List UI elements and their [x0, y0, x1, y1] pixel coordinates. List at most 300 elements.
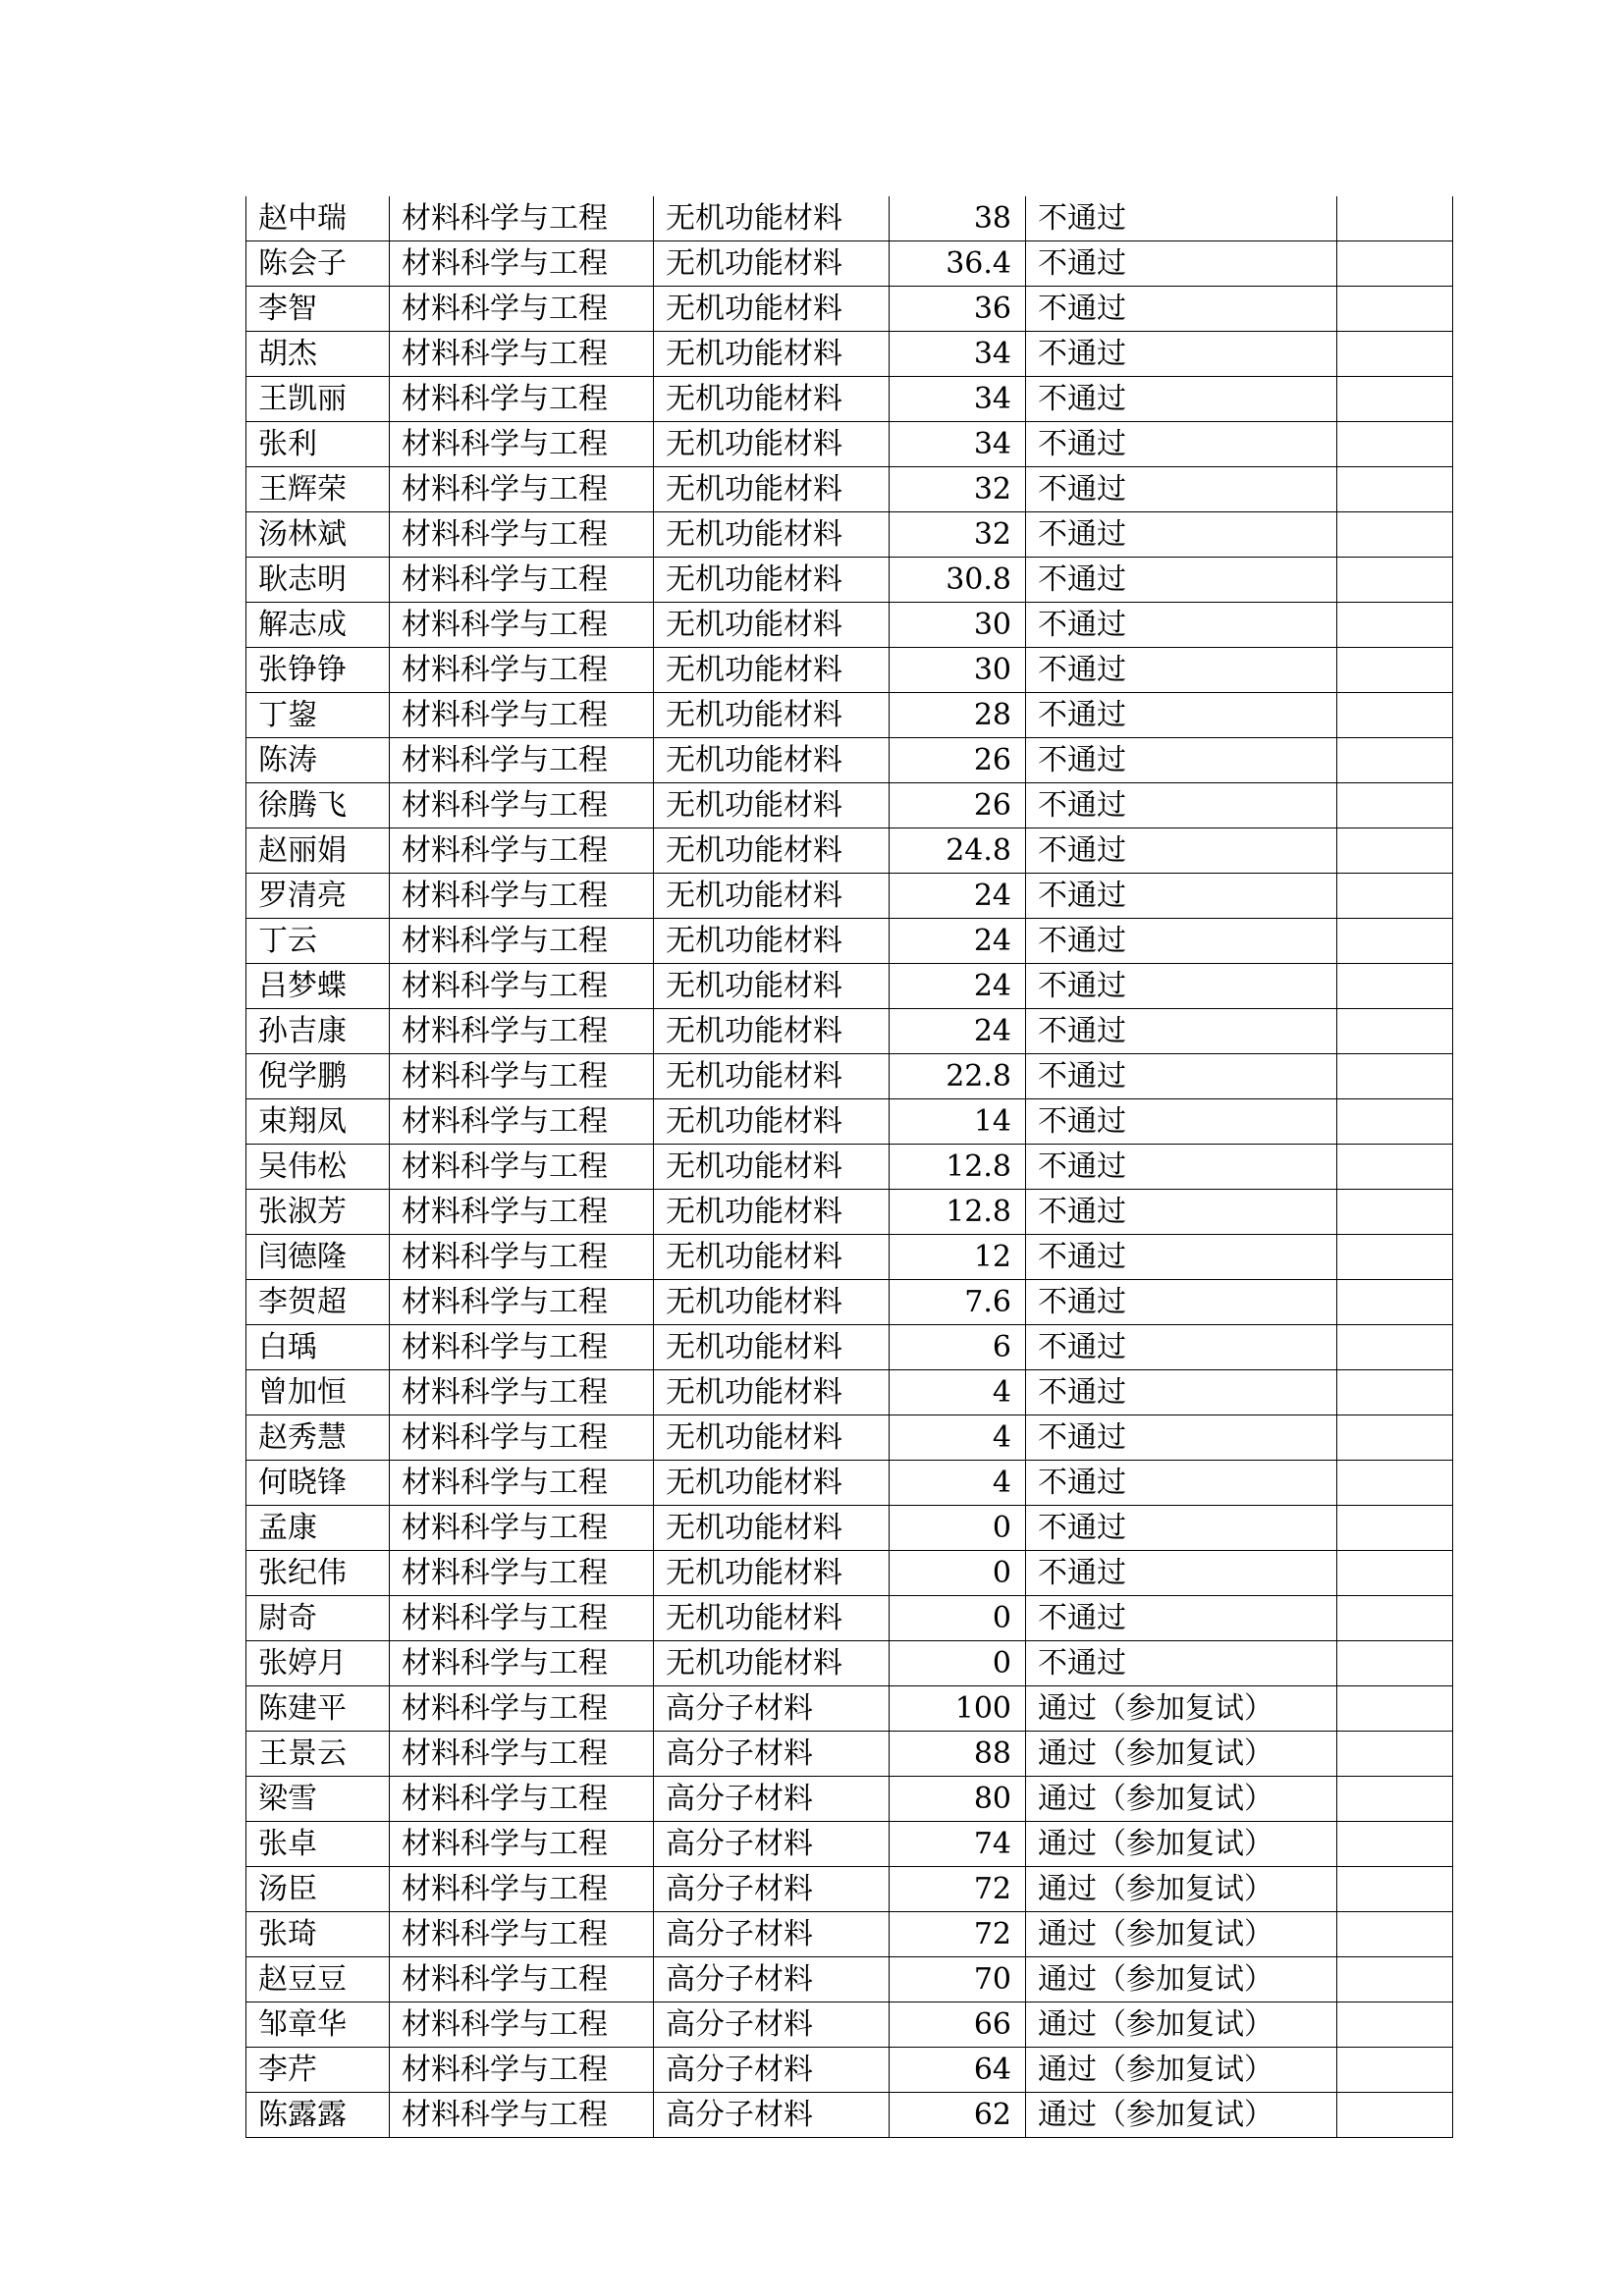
cell-major: 材料科学与工程	[390, 377, 654, 422]
cell-note	[1337, 603, 1453, 648]
cell-direction: 无机功能材料	[654, 648, 890, 693]
cell-score: 24	[890, 1009, 1026, 1054]
cell-score: 30	[890, 648, 1026, 693]
cell-score: 34	[890, 377, 1026, 422]
cell-note	[1337, 1461, 1453, 1506]
cell-score: 72	[890, 1867, 1026, 1912]
cell-name: 赵豆豆	[246, 1957, 390, 2002]
cell-score: 24	[890, 874, 1026, 919]
cell-result: 通过（参加复试）	[1026, 1777, 1337, 1822]
table-row	[246, 332, 1453, 377]
cell-result: 不通过	[1026, 1190, 1337, 1235]
cell-major: 材料科学与工程	[390, 603, 654, 648]
cell-result: 不通过	[1026, 693, 1337, 738]
cell-result: 不通过	[1026, 1596, 1337, 1641]
cell-direction: 高分子材料	[654, 1957, 890, 2002]
table-row	[246, 241, 1453, 287]
cell-direction: 无机功能材料	[654, 1596, 890, 1641]
cell-major: 材料科学与工程	[390, 964, 654, 1009]
cell-note	[1337, 1596, 1453, 1641]
cell-name: 束翔凤	[246, 1099, 390, 1145]
cell-direction: 高分子材料	[654, 2093, 890, 2138]
table-row	[246, 1551, 1453, 1596]
cell-result: 通过（参加复试）	[1026, 1912, 1337, 1957]
cell-note	[1337, 2048, 1453, 2093]
table-row	[246, 1957, 1453, 2002]
cell-result: 不通过	[1026, 1551, 1337, 1596]
cell-name: 胡杰	[246, 332, 390, 377]
cell-major: 材料科学与工程	[390, 422, 654, 467]
cell-result: 不通过	[1026, 287, 1337, 332]
cell-score: 24	[890, 919, 1026, 964]
cell-note	[1337, 1145, 1453, 1190]
cell-result: 不通过	[1026, 1054, 1337, 1099]
cell-note	[1337, 1686, 1453, 1732]
cell-major: 材料科学与工程	[390, 1280, 654, 1325]
cell-name: 何晓锋	[246, 1461, 390, 1506]
cell-direction: 无机功能材料	[654, 1325, 890, 1370]
cell-score: 12.8	[890, 1190, 1026, 1235]
table-row	[246, 1596, 1453, 1641]
cell-direction: 无机功能材料	[654, 1551, 890, 1596]
cell-direction: 无机功能材料	[654, 1054, 890, 1099]
cell-score: 4	[890, 1461, 1026, 1506]
cell-note	[1337, 874, 1453, 919]
cell-note	[1337, 1370, 1453, 1415]
table-row	[246, 2002, 1453, 2048]
cell-major: 材料科学与工程	[390, 332, 654, 377]
cell-note	[1337, 1867, 1453, 1912]
cell-direction: 高分子材料	[654, 2048, 890, 2093]
cell-note	[1337, 828, 1453, 874]
table-row	[246, 558, 1453, 603]
cell-note	[1337, 964, 1453, 1009]
cell-name: 赵秀慧	[246, 1415, 390, 1461]
cell-note	[1337, 1190, 1453, 1235]
cell-result: 不通过	[1026, 1461, 1337, 1506]
cell-name: 汤臣	[246, 1867, 390, 1912]
cell-major: 材料科学与工程	[390, 512, 654, 558]
results-table-body	[246, 196, 1453, 2138]
cell-score: 24.8	[890, 828, 1026, 874]
cell-name: 丁云	[246, 919, 390, 964]
cell-major: 材料科学与工程	[390, 558, 654, 603]
cell-note	[1337, 2093, 1453, 2138]
cell-note	[1337, 648, 1453, 693]
cell-score: 22.8	[890, 1054, 1026, 1099]
cell-note	[1337, 919, 1453, 964]
cell-note	[1337, 2002, 1453, 2048]
table-row	[246, 1325, 1453, 1370]
cell-major: 材料科学与工程	[390, 1235, 654, 1280]
cell-name: 陈露露	[246, 2093, 390, 2138]
cell-result: 不通过	[1026, 1235, 1337, 1280]
cell-score: 34	[890, 422, 1026, 467]
cell-name: 孙吉康	[246, 1009, 390, 1054]
table-row	[246, 1054, 1453, 1099]
cell-name: 孟康	[246, 1506, 390, 1551]
cell-score: 70	[890, 1957, 1026, 2002]
cell-score: 66	[890, 2002, 1026, 2048]
cell-score: 14	[890, 1099, 1026, 1145]
cell-result: 不通过	[1026, 1370, 1337, 1415]
cell-result: 不通过	[1026, 783, 1337, 828]
table-row	[246, 1732, 1453, 1777]
table-row	[246, 1145, 1453, 1190]
cell-note	[1337, 422, 1453, 467]
cell-name: 王凯丽	[246, 377, 390, 422]
table-row	[246, 1280, 1453, 1325]
cell-result: 不通过	[1026, 377, 1337, 422]
cell-score: 28	[890, 693, 1026, 738]
cell-name: 张琦	[246, 1912, 390, 1957]
table-row	[246, 1822, 1453, 1867]
cell-name: 尉奇	[246, 1596, 390, 1641]
cell-major: 材料科学与工程	[390, 1009, 654, 1054]
cell-major: 材料科学与工程	[390, 1732, 654, 1777]
cell-major: 材料科学与工程	[390, 196, 654, 241]
cell-direction: 无机功能材料	[654, 558, 890, 603]
table-row	[246, 422, 1453, 467]
cell-major: 材料科学与工程	[390, 1370, 654, 1415]
table-row	[246, 603, 1453, 648]
cell-direction: 无机功能材料	[654, 1461, 890, 1506]
cell-name: 张婷月	[246, 1641, 390, 1686]
cell-result: 不通过	[1026, 422, 1337, 467]
cell-result: 通过（参加复试）	[1026, 1957, 1337, 2002]
cell-name: 陈会子	[246, 241, 390, 287]
cell-result: 通过（参加复试）	[1026, 2093, 1337, 2138]
table-row	[246, 828, 1453, 874]
table-row	[246, 1912, 1453, 1957]
cell-score: 12.8	[890, 1145, 1026, 1190]
cell-result: 不通过	[1026, 648, 1337, 693]
cell-name: 汤林斌	[246, 512, 390, 558]
cell-result: 不通过	[1026, 241, 1337, 287]
cell-score: 0	[890, 1641, 1026, 1686]
cell-direction: 无机功能材料	[654, 783, 890, 828]
cell-result: 不通过	[1026, 603, 1337, 648]
cell-name: 张卓	[246, 1822, 390, 1867]
cell-name: 张纪伟	[246, 1551, 390, 1596]
cell-name: 赵丽娟	[246, 828, 390, 874]
cell-note	[1337, 1957, 1453, 2002]
cell-result: 不通过	[1026, 1415, 1337, 1461]
cell-name: 倪学鹏	[246, 1054, 390, 1099]
cell-name: 张利	[246, 422, 390, 467]
table-row	[246, 1009, 1453, 1054]
cell-note	[1337, 783, 1453, 828]
cell-note	[1337, 332, 1453, 377]
cell-result: 不通过	[1026, 738, 1337, 783]
cell-name: 曾加恒	[246, 1370, 390, 1415]
cell-result: 不通过	[1026, 964, 1337, 1009]
table-row	[246, 1686, 1453, 1732]
cell-direction: 无机功能材料	[654, 1415, 890, 1461]
cell-major: 材料科学与工程	[390, 1957, 654, 2002]
table-row	[246, 2093, 1453, 2138]
cell-major: 材料科学与工程	[390, 1415, 654, 1461]
cell-direction: 无机功能材料	[654, 287, 890, 332]
cell-name: 闫德隆	[246, 1235, 390, 1280]
cell-score: 34	[890, 332, 1026, 377]
cell-score: 12	[890, 1235, 1026, 1280]
cell-direction: 无机功能材料	[654, 377, 890, 422]
cell-direction: 无机功能材料	[654, 693, 890, 738]
cell-name: 李智	[246, 287, 390, 332]
cell-direction: 无机功能材料	[654, 1506, 890, 1551]
cell-result: 通过（参加复试）	[1026, 1732, 1337, 1777]
table-row	[246, 1370, 1453, 1415]
cell-name: 赵中瑞	[246, 196, 390, 241]
cell-note	[1337, 1912, 1453, 1957]
cell-score: 0	[890, 1551, 1026, 1596]
cell-direction: 无机功能材料	[654, 196, 890, 241]
cell-direction: 无机功能材料	[654, 603, 890, 648]
cell-major: 材料科学与工程	[390, 287, 654, 332]
cell-major: 材料科学与工程	[390, 783, 654, 828]
cell-major: 材料科学与工程	[390, 241, 654, 287]
cell-score: 4	[890, 1415, 1026, 1461]
cell-note	[1337, 241, 1453, 287]
cell-major: 材料科学与工程	[390, 467, 654, 512]
cell-note	[1337, 1415, 1453, 1461]
table-row	[246, 1415, 1453, 1461]
cell-direction: 无机功能材料	[654, 828, 890, 874]
cell-score: 80	[890, 1777, 1026, 1822]
cell-direction: 无机功能材料	[654, 1099, 890, 1145]
table-row	[246, 1235, 1453, 1280]
cell-major: 材料科学与工程	[390, 1054, 654, 1099]
cell-name: 徐腾飞	[246, 783, 390, 828]
cell-result: 不通过	[1026, 332, 1337, 377]
cell-result: 通过（参加复试）	[1026, 1867, 1337, 1912]
cell-result: 不通过	[1026, 1325, 1337, 1370]
table-row	[246, 1867, 1453, 1912]
cell-score: 0	[890, 1596, 1026, 1641]
cell-direction: 无机功能材料	[654, 1235, 890, 1280]
cell-direction: 无机功能材料	[654, 467, 890, 512]
cell-direction: 无机功能材料	[654, 1145, 890, 1190]
cell-note	[1337, 467, 1453, 512]
cell-result: 不通过	[1026, 512, 1337, 558]
table-row	[246, 1777, 1453, 1822]
cell-note	[1337, 512, 1453, 558]
cell-major: 材料科学与工程	[390, 1596, 654, 1641]
cell-name: 张淑芳	[246, 1190, 390, 1235]
cell-score: 24	[890, 964, 1026, 1009]
cell-note	[1337, 1777, 1453, 1822]
cell-result: 不通过	[1026, 467, 1337, 512]
cell-name: 丁鋆	[246, 693, 390, 738]
cell-result: 不通过	[1026, 828, 1337, 874]
table-row	[246, 738, 1453, 783]
cell-major: 材料科学与工程	[390, 874, 654, 919]
cell-score: 64	[890, 2048, 1026, 2093]
cell-name: 邹章华	[246, 2002, 390, 2048]
table-row	[246, 693, 1453, 738]
cell-name: 梁雪	[246, 1777, 390, 1822]
table-row	[246, 1461, 1453, 1506]
cell-result: 不通过	[1026, 874, 1337, 919]
cell-result: 不通过	[1026, 1506, 1337, 1551]
cell-major: 材料科学与工程	[390, 1867, 654, 1912]
cell-note	[1337, 1732, 1453, 1777]
cell-name: 白瑀	[246, 1325, 390, 1370]
cell-note	[1337, 287, 1453, 332]
cell-major: 材料科学与工程	[390, 1099, 654, 1145]
cell-result: 通过（参加复试）	[1026, 2002, 1337, 2048]
cell-result: 通过（参加复试）	[1026, 2048, 1337, 2093]
cell-direction: 高分子材料	[654, 1867, 890, 1912]
table-row	[246, 377, 1453, 422]
cell-note	[1337, 1822, 1453, 1867]
cell-note	[1337, 1054, 1453, 1099]
cell-direction: 高分子材料	[654, 2002, 890, 2048]
cell-result: 不通过	[1026, 1145, 1337, 1190]
cell-score: 30	[890, 603, 1026, 648]
table-row	[246, 1190, 1453, 1235]
cell-result: 不通过	[1026, 196, 1337, 241]
cell-direction: 无机功能材料	[654, 512, 890, 558]
cell-note	[1337, 1099, 1453, 1145]
table-row	[246, 1641, 1453, 1686]
cell-direction: 无机功能材料	[654, 1190, 890, 1235]
cell-name: 李贺超	[246, 1280, 390, 1325]
cell-score: 32	[890, 512, 1026, 558]
cell-note	[1337, 738, 1453, 783]
cell-major: 材料科学与工程	[390, 2093, 654, 2138]
table-row	[246, 874, 1453, 919]
cell-score: 88	[890, 1732, 1026, 1777]
table-row	[246, 287, 1453, 332]
cell-score: 6	[890, 1325, 1026, 1370]
cell-direction: 无机功能材料	[654, 241, 890, 287]
cell-note	[1337, 196, 1453, 241]
cell-direction: 无机功能材料	[654, 1009, 890, 1054]
cell-direction: 高分子材料	[654, 1777, 890, 1822]
table-row	[246, 2048, 1453, 2093]
results-table	[245, 196, 1453, 2138]
cell-major: 材料科学与工程	[390, 1190, 654, 1235]
cell-score: 36	[890, 287, 1026, 332]
cell-name: 王景云	[246, 1732, 390, 1777]
cell-score: 38	[890, 196, 1026, 241]
cell-result: 不通过	[1026, 1009, 1337, 1054]
cell-note	[1337, 377, 1453, 422]
cell-direction: 无机功能材料	[654, 1280, 890, 1325]
cell-name: 王辉荣	[246, 467, 390, 512]
cell-direction: 无机功能材料	[654, 738, 890, 783]
cell-score: 74	[890, 1822, 1026, 1867]
cell-note	[1337, 1009, 1453, 1054]
cell-direction: 高分子材料	[654, 1912, 890, 1957]
table-row	[246, 964, 1453, 1009]
cell-note	[1337, 558, 1453, 603]
table-row	[246, 196, 1453, 241]
cell-name: 吕梦蝶	[246, 964, 390, 1009]
table-row	[246, 467, 1453, 512]
cell-major: 材料科学与工程	[390, 2048, 654, 2093]
cell-name: 罗清亮	[246, 874, 390, 919]
cell-score: 30.8	[890, 558, 1026, 603]
cell-result: 不通过	[1026, 558, 1337, 603]
cell-note	[1337, 1506, 1453, 1551]
table-row	[246, 512, 1453, 558]
cell-major: 材料科学与工程	[390, 828, 654, 874]
cell-score: 0	[890, 1506, 1026, 1551]
cell-direction: 高分子材料	[654, 1822, 890, 1867]
cell-name: 李芹	[246, 2048, 390, 2093]
table-row	[246, 783, 1453, 828]
cell-major: 材料科学与工程	[390, 738, 654, 783]
table-row	[246, 648, 1453, 693]
table-row	[246, 1506, 1453, 1551]
table-row	[246, 919, 1453, 964]
cell-note	[1337, 1325, 1453, 1370]
cell-direction: 无机功能材料	[654, 964, 890, 1009]
cell-direction: 高分子材料	[654, 1686, 890, 1732]
cell-score: 32	[890, 467, 1026, 512]
cell-score: 62	[890, 2093, 1026, 2138]
cell-major: 材料科学与工程	[390, 1822, 654, 1867]
cell-name: 张铮铮	[246, 648, 390, 693]
cell-direction: 无机功能材料	[654, 1370, 890, 1415]
cell-note	[1337, 693, 1453, 738]
cell-major: 材料科学与工程	[390, 1506, 654, 1551]
cell-major: 材料科学与工程	[390, 1325, 654, 1370]
cell-result: 不通过	[1026, 1099, 1337, 1145]
cell-major: 材料科学与工程	[390, 1777, 654, 1822]
cell-score: 7.6	[890, 1280, 1026, 1325]
cell-note	[1337, 1235, 1453, 1280]
cell-major: 材料科学与工程	[390, 919, 654, 964]
cell-score: 100	[890, 1686, 1026, 1732]
cell-major: 材料科学与工程	[390, 1461, 654, 1506]
cell-major: 材料科学与工程	[390, 648, 654, 693]
cell-name: 吴伟松	[246, 1145, 390, 1190]
cell-name: 解志成	[246, 603, 390, 648]
cell-direction: 无机功能材料	[654, 332, 890, 377]
cell-direction: 无机功能材料	[654, 919, 890, 964]
cell-score: 26	[890, 738, 1026, 783]
cell-major: 材料科学与工程	[390, 693, 654, 738]
cell-major: 材料科学与工程	[390, 1145, 654, 1190]
cell-major: 材料科学与工程	[390, 1551, 654, 1596]
cell-major: 材料科学与工程	[390, 1686, 654, 1732]
table-row	[246, 1099, 1453, 1145]
cell-name: 耿志明	[246, 558, 390, 603]
cell-name: 陈涛	[246, 738, 390, 783]
cell-result: 不通过	[1026, 919, 1337, 964]
cell-note	[1337, 1551, 1453, 1596]
cell-direction: 无机功能材料	[654, 1641, 890, 1686]
cell-result: 通过（参加复试）	[1026, 1686, 1337, 1732]
cell-score: 72	[890, 1912, 1026, 1957]
cell-score: 36.4	[890, 241, 1026, 287]
cell-major: 材料科学与工程	[390, 1641, 654, 1686]
cell-name: 陈建平	[246, 1686, 390, 1732]
cell-direction: 无机功能材料	[654, 874, 890, 919]
cell-direction: 高分子材料	[654, 1732, 890, 1777]
cell-result: 通过（参加复试）	[1026, 1822, 1337, 1867]
cell-note	[1337, 1641, 1453, 1686]
cell-result: 不通过	[1026, 1280, 1337, 1325]
cell-score: 26	[890, 783, 1026, 828]
cell-note	[1337, 1280, 1453, 1325]
cell-major: 材料科学与工程	[390, 1912, 654, 1957]
cell-direction: 无机功能材料	[654, 422, 890, 467]
